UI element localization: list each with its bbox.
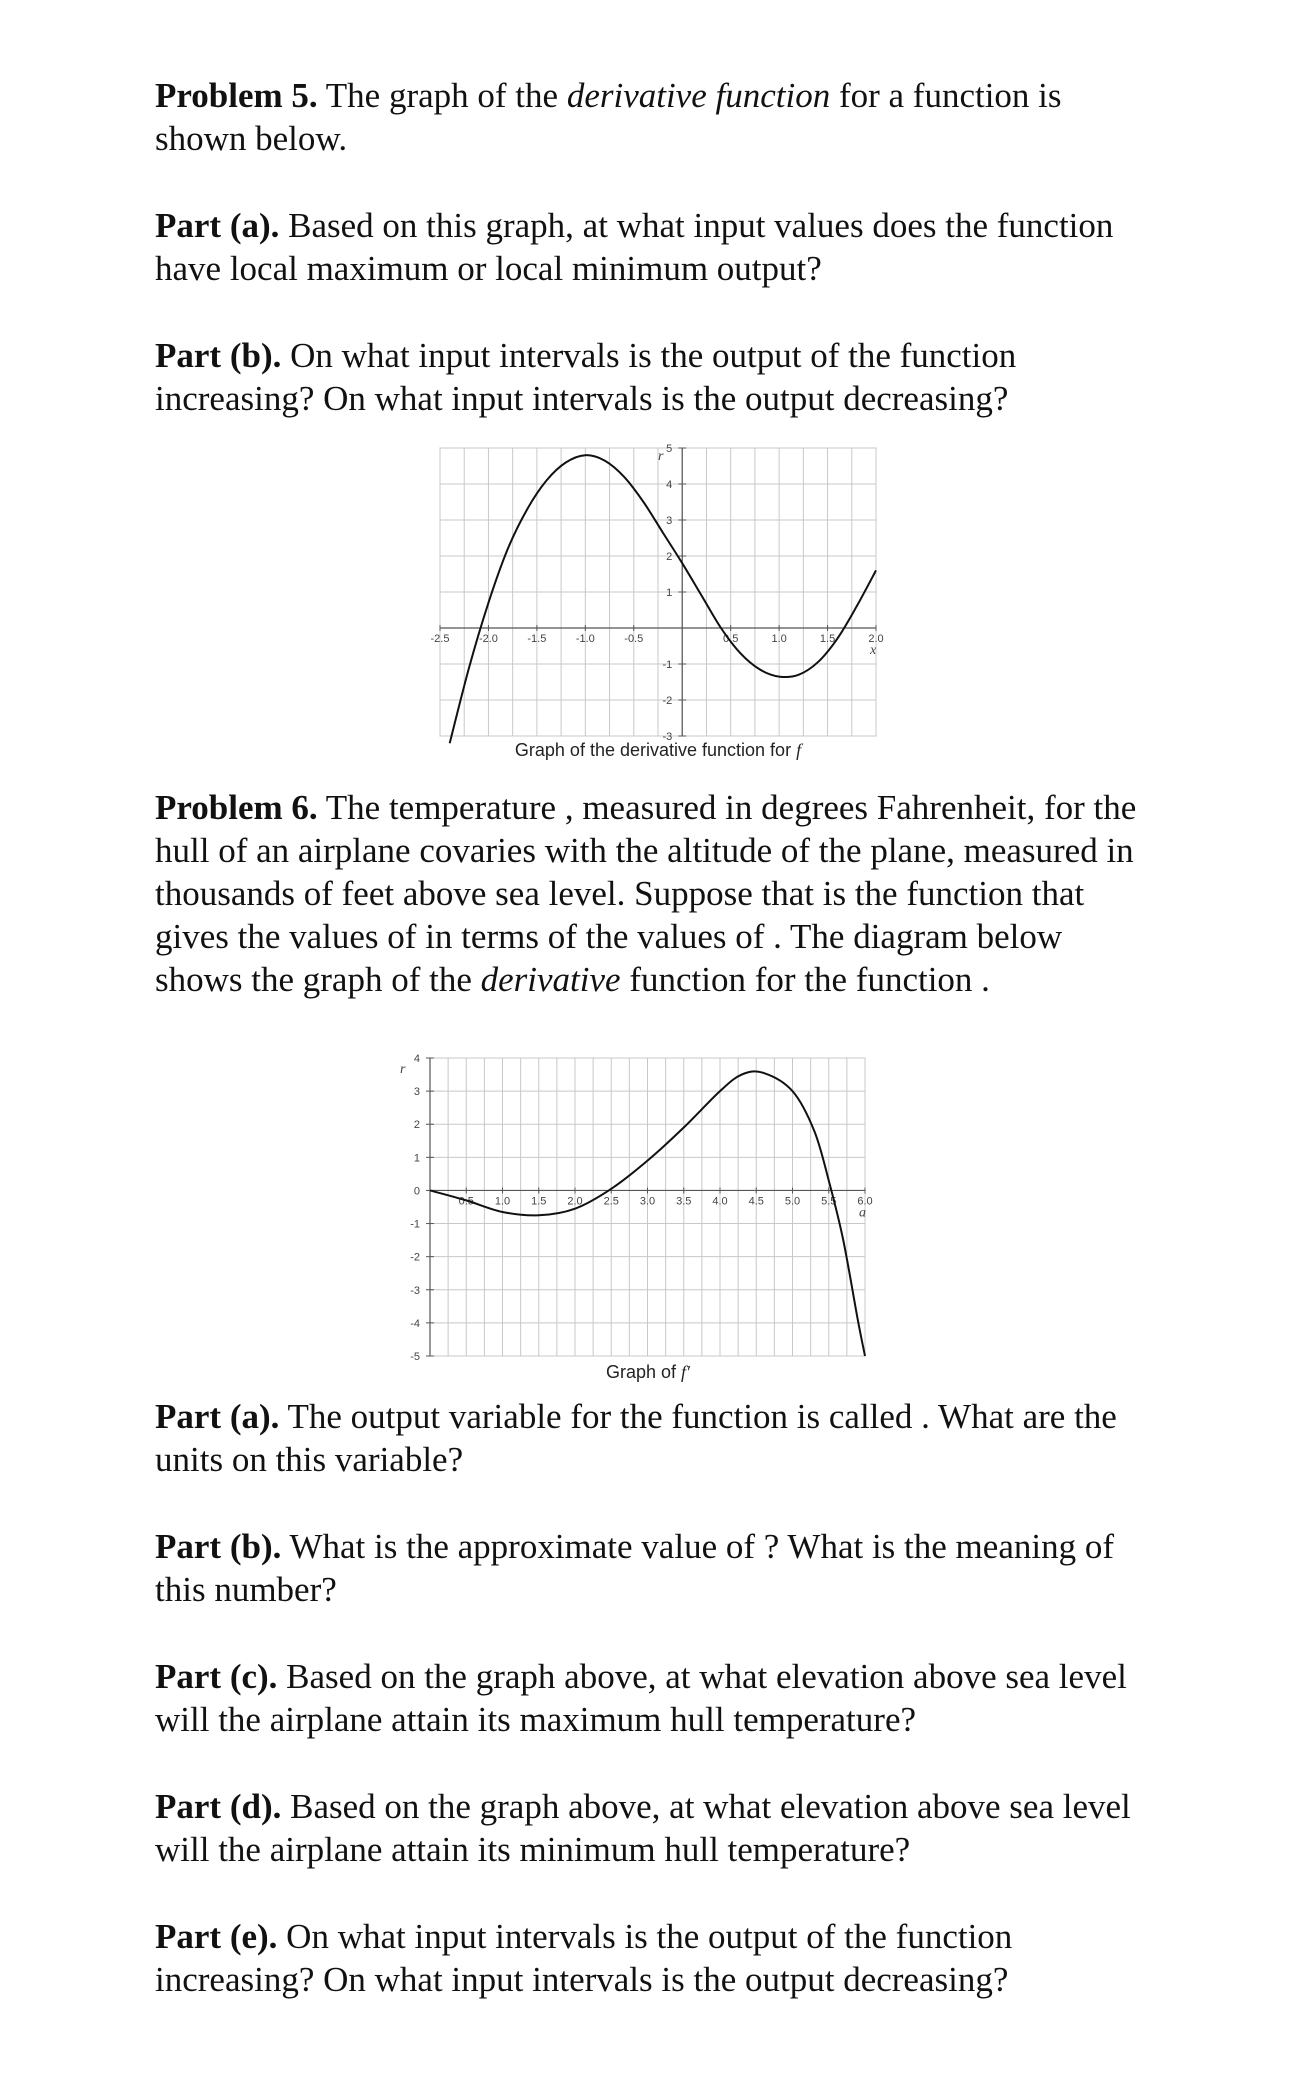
c2-y-tick-label: -5 (410, 1351, 420, 1363)
c1-x-tick-label: 0.5 (723, 633, 739, 645)
problem6-part-d-text: Based on the graph above, at what elevation above sea level will the airplane attain its minimum hull temperature? (155, 1787, 1131, 1869)
problem5-text-before: The graph of the (317, 76, 567, 115)
c2-x-tick-label: 4.5 (748, 1195, 764, 1208)
chart1-caption (515, 740, 804, 760)
problem6-part-a-label: Part (a). (155, 1397, 280, 1436)
c1-x-tick-label: -0.5 (624, 633, 644, 645)
c1-x-tick-label: -1.5 (527, 633, 547, 645)
problem6-label: Problem 6. (155, 788, 318, 827)
chart1-caption-var: f (796, 740, 802, 760)
problem6-part-d (155, 1785, 1155, 1871)
problem5-part-b-label: Part (b). (155, 336, 282, 375)
problem6-part-a-text: The output variable for the function is called . What are the units on this variable? (155, 1397, 1117, 1479)
chart1-y-axis-label: r (658, 449, 664, 464)
problem6-part-c-label: Part (c). (155, 1657, 278, 1696)
c2-y-tick-label: 4 (413, 1053, 420, 1065)
c1-y-tick-label: 1 (666, 587, 673, 599)
problem6-part-a (155, 1395, 1155, 1481)
c2-x-tick-label: 1.5 (531, 1195, 547, 1208)
problem6-part-b-text: What is the approximate value of ? What is the meaning of this number? (155, 1527, 1114, 1609)
c2-x-tick-label: 5.5 (821, 1195, 837, 1208)
c2-y-tick-label: 1 (413, 1152, 420, 1165)
chart-f-prime (380, 1055, 900, 1385)
chart2-ticks (410, 1053, 872, 1363)
c1-x-tick-label: 1.5 (819, 633, 836, 645)
problem6-statement (155, 786, 1155, 1001)
problem6-part-d-label: Part (d). (155, 1787, 282, 1826)
c2-x-tick-label: 0.5 (458, 1195, 474, 1208)
problem5-statement (155, 74, 1155, 160)
c2-y-tick-label: -3 (410, 1284, 420, 1297)
chart2-caption (606, 1362, 691, 1382)
c2-x-tick-label: 2.0 (567, 1195, 583, 1208)
c2-y-tick-label: 3 (413, 1086, 420, 1099)
chart2-y-axis-label: r (400, 1062, 406, 1077)
problem6-intro (155, 786, 1155, 1001)
c1-y-tick-label: 2 (666, 551, 673, 563)
c2-y-tick-label: -2 (410, 1251, 420, 1264)
problem5-part-a-text: Based on this graph, at what input values does the function have local maximum or local minimum output? (155, 206, 1114, 288)
c2-y-tick-label: 0 (413, 1185, 420, 1198)
c2-x-tick-label: 3.5 (676, 1195, 692, 1208)
c1-y-tick-label: 3 (666, 515, 673, 527)
c1-x-tick-label: -2.0 (478, 633, 498, 645)
chart2-caption-main: Graph of (606, 1362, 682, 1382)
figure-derivative-graph (430, 443, 886, 771)
problem6-part-c-text: Based on the graph above, at what elevation above sea level will the airplane attain its maximum hull temperature? (155, 1657, 1127, 1739)
c1-y-tick-label: -3 (662, 731, 673, 743)
c2-x-tick-label: 5.0 (784, 1195, 801, 1208)
chart1-caption-main: Graph of the derivative function for (514, 740, 797, 760)
c1-x-tick-label: -2.5 (430, 633, 450, 645)
c1-y-tick-label: 5 (666, 443, 673, 455)
problem5-emph: derivative function (566, 76, 831, 115)
problem5-text-after: for a function is shown below. (155, 76, 1062, 158)
problem5-part-a-label: Part (a). (155, 206, 280, 245)
problem6-text-1: The temperature , measured in degrees Fahrenheit, for the hull of an airplane covaries with the altitude of the plane, measured in thousands of feet above sea level. Suppose that is the function that gives the values of in terms of the values of . The diagram below shows the graph of the (155, 788, 1137, 999)
c1-x-tick-label: 1.0 (771, 633, 787, 645)
problem5-part-b (155, 334, 1155, 420)
problem6-part-e (155, 1915, 1155, 2001)
c2-x-tick-label: 1.0 (494, 1195, 511, 1208)
problem5-part-a (155, 204, 1155, 290)
c1-y-tick-label: -2 (662, 695, 673, 707)
c1-x-tick-label: 2.0 (868, 633, 884, 645)
figure-f-prime-graph (380, 1055, 900, 1390)
c2-y-tick-label: 2 (413, 1119, 420, 1132)
c1-y-tick-label: 4 (666, 479, 673, 491)
c2-y-tick-label: -4 (410, 1317, 420, 1330)
problem6-part-b (155, 1525, 1155, 1611)
chart1-grid (440, 448, 876, 736)
c2-y-tick-label: -1 (410, 1218, 420, 1231)
c2-x-tick-label: 4.0 (712, 1195, 728, 1208)
chart-derivative (430, 443, 886, 766)
c1-x-tick-label: -1.0 (575, 633, 595, 645)
problem6-part-c (155, 1655, 1155, 1741)
problem6-text-2: function for the function . (620, 960, 990, 999)
chart2-x-axis-label: a (859, 1205, 866, 1221)
c2-x-tick-label: 2.5 (603, 1195, 619, 1208)
c2-x-tick-label: 3.0 (639, 1195, 656, 1208)
problem5-part-b-text: On what input intervals is the output of the function increasing? On what input intervals is the output decreasing? (155, 336, 1017, 418)
chart1-ticks (431, 443, 884, 743)
problem5-intro (155, 74, 1155, 160)
problem6-part-e-text: On what input intervals is the output of the function increasing? On what input intervals is the output decreasing? (155, 1917, 1013, 1999)
problem6-part-e-label: Part (e). (155, 1917, 278, 1956)
problem6-emph: derivative (480, 960, 621, 999)
c1-y-tick-label: -1 (662, 659, 673, 671)
chart1-x-axis-label: x (870, 643, 877, 658)
c2-x-tick-label: 6.0 (857, 1195, 873, 1208)
problem6-part-b-label: Part (b). (155, 1527, 282, 1566)
problem5-label: Problem 5. (155, 76, 318, 115)
chart2-caption-var: f′ (681, 1362, 690, 1382)
